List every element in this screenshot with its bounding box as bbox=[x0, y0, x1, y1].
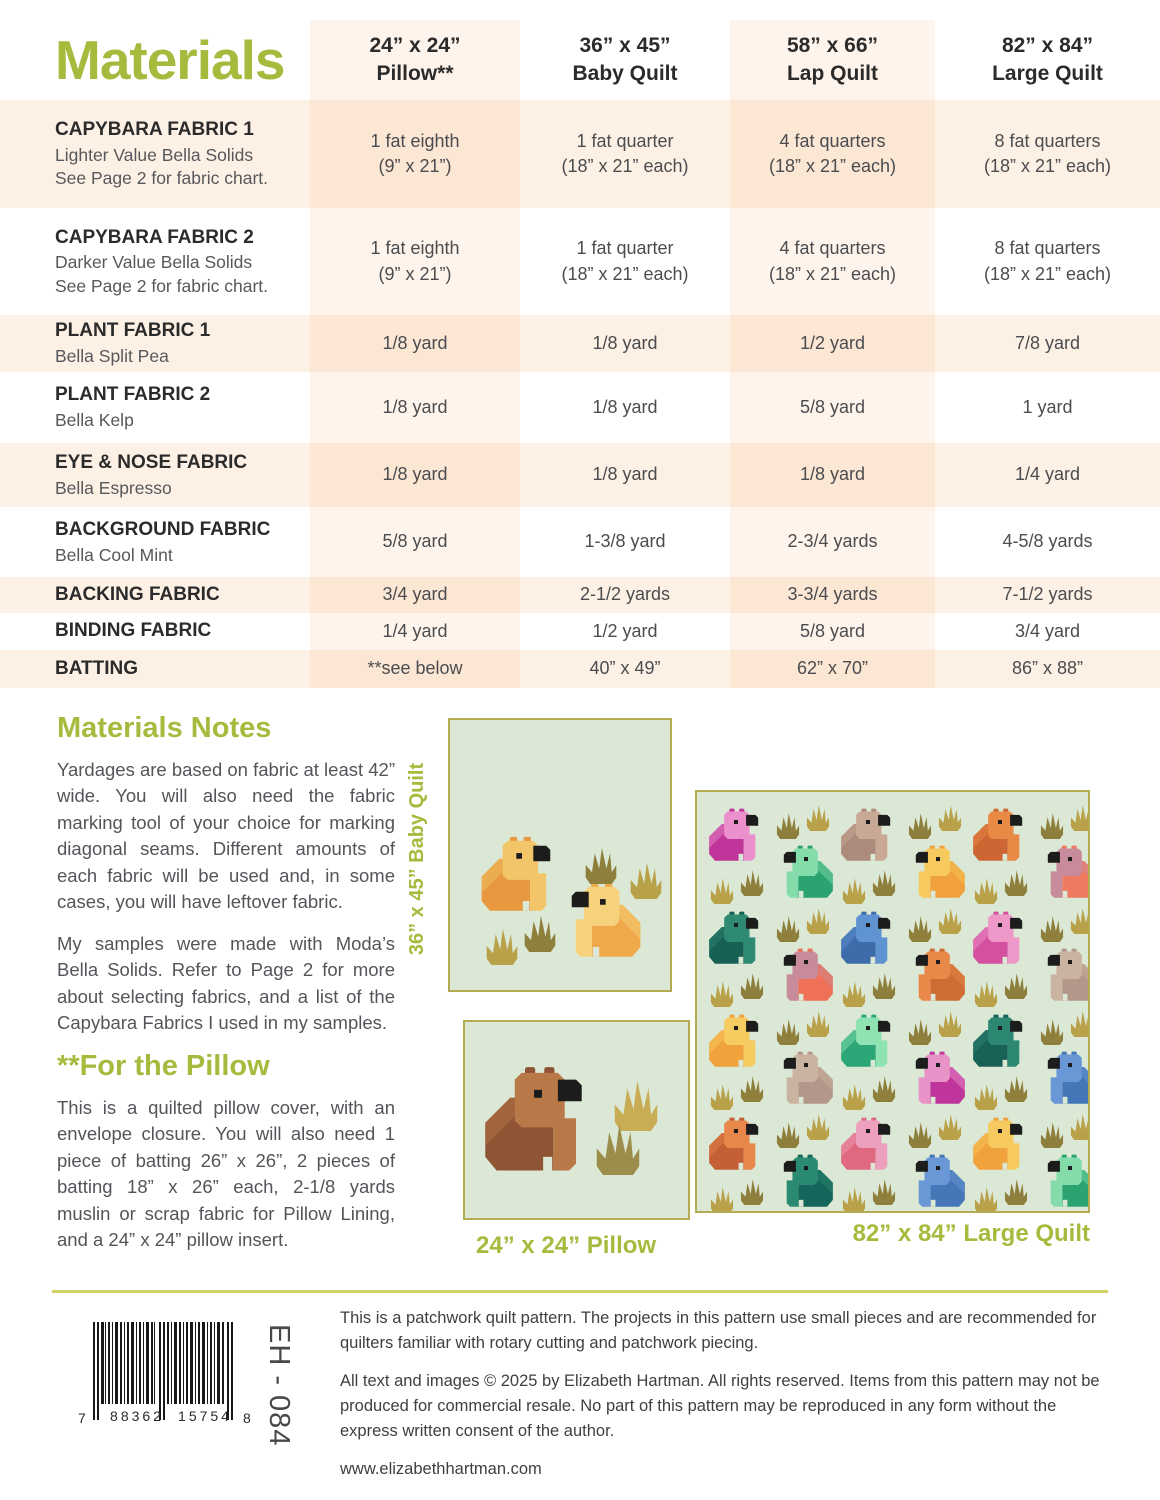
divider-line bbox=[52, 1290, 1108, 1293]
capybara-illustration bbox=[840, 1117, 900, 1172]
plant-illustration bbox=[871, 1075, 897, 1102]
plant-illustration bbox=[775, 812, 801, 839]
plant-illustration bbox=[739, 1178, 765, 1205]
plant-illustration bbox=[907, 915, 933, 942]
footer-paragraph: All text and images © 2025 by Elizabeth Hartman. All rights reserved. Items from this pattern may not be produced for commercial resale. No part of this pattern may be reproduced in any form without the express written consent of the author. bbox=[340, 1372, 1100, 1441]
plant-illustration bbox=[739, 1075, 765, 1102]
materials-notes-paragraph: My samples were made with Moda’s Bella Solids. Refer to Page 2 for more about selecting fabrics, and a list of the Capybara Fabrics I used in my samples. bbox=[57, 932, 395, 1034]
value-cell: 7/8 yard bbox=[1014, 332, 1081, 353]
plant-pair-illustration bbox=[972, 972, 1032, 1008]
for-the-pillow-section bbox=[57, 1050, 395, 1269]
barcode-digit: 88362 bbox=[110, 1408, 164, 1424]
plant-illustration bbox=[805, 907, 831, 934]
capybara-illustration bbox=[840, 1014, 900, 1069]
table-title-cell bbox=[0, 20, 310, 100]
plant-illustration bbox=[484, 927, 520, 965]
plant-illustration bbox=[1039, 1018, 1065, 1045]
plant-illustration bbox=[937, 907, 963, 934]
barcode-digit: 8 bbox=[243, 1410, 251, 1426]
plant-illustration bbox=[973, 980, 999, 1007]
value-cell: 8 fat quarters (18” x 21” each) bbox=[983, 130, 1112, 176]
row-label-cell bbox=[0, 208, 310, 315]
materials-notes-heading: Materials Notes bbox=[57, 712, 272, 744]
capybara-illustration bbox=[774, 948, 834, 1003]
value-cell: 1/4 yard bbox=[1014, 464, 1081, 485]
capybara-illustration bbox=[972, 1014, 1032, 1069]
plant-illustration bbox=[907, 1121, 933, 1148]
plant-illustration bbox=[1003, 1178, 1029, 1205]
plant-pair-illustration bbox=[906, 907, 966, 943]
capybara-illustration bbox=[1038, 1154, 1090, 1209]
value-cell: 4-5/8 yards bbox=[1002, 531, 1093, 552]
plant-pair-illustration bbox=[1038, 907, 1090, 943]
plant-illustration bbox=[739, 869, 765, 896]
footer bbox=[340, 1306, 1106, 1495]
value-cell: 5/8 yard bbox=[382, 531, 448, 552]
plant-pair-illustration bbox=[708, 1075, 768, 1111]
row-subline: Darker Value Bella Solids bbox=[55, 252, 253, 273]
value-cell: 8 fat quarters (18” x 21” each) bbox=[983, 238, 1112, 284]
plant-illustration bbox=[1003, 1075, 1029, 1102]
value-cell: 1 yard bbox=[1022, 396, 1073, 417]
plant-illustration bbox=[709, 877, 735, 904]
capybara-illustration bbox=[906, 1154, 966, 1209]
plant-illustration bbox=[973, 877, 999, 904]
capybara-illustration bbox=[708, 911, 768, 966]
plant-pair-illustration bbox=[840, 1075, 900, 1111]
baby-quilt-label: 36” x 45” Baby Quilt bbox=[406, 762, 428, 956]
plant-illustration bbox=[583, 846, 619, 884]
barcode-digit: 7 bbox=[78, 1410, 86, 1426]
capybara-illustration bbox=[840, 911, 900, 966]
plant-illustration bbox=[937, 1113, 963, 1140]
plant-pair-illustration bbox=[774, 1010, 834, 1046]
plant-pair-illustration bbox=[774, 804, 834, 840]
value-cell: 4 fat quarters (18” x 21” each) bbox=[768, 238, 897, 284]
value-cell: 1/8 yard bbox=[592, 464, 658, 485]
plant-illustration bbox=[1069, 804, 1090, 831]
plant-pair-illustration bbox=[1038, 1010, 1090, 1046]
value-cell: 4 fat quarters (18” x 21” each) bbox=[768, 130, 897, 176]
plant-illustration bbox=[805, 1113, 831, 1140]
plant-illustration bbox=[709, 980, 735, 1007]
plant-pair-illustration bbox=[840, 1178, 900, 1213]
value-cell: **see below bbox=[367, 658, 463, 679]
capybara-illustration bbox=[708, 808, 768, 863]
value-cell: 1/2 yard bbox=[799, 332, 866, 353]
item-code: EH - 084 bbox=[263, 1324, 295, 1447]
row-label: BINDING FABRIC bbox=[55, 620, 212, 642]
value-cell: 40” x 49” bbox=[589, 658, 661, 679]
capybara-illustration bbox=[972, 911, 1032, 966]
column-header-1: 24” x 24” Pillow** bbox=[369, 34, 461, 85]
plant-pair-illustration bbox=[906, 804, 966, 840]
plant-illustration bbox=[1039, 915, 1065, 942]
plant-illustration bbox=[871, 869, 897, 896]
plant-illustration bbox=[1069, 907, 1090, 934]
value-cell: 2-1/2 yards bbox=[579, 584, 671, 605]
row-label-cell bbox=[0, 372, 310, 443]
capybara-illustration bbox=[483, 1066, 601, 1175]
column-header-4: 82” x 84” Large Quilt bbox=[992, 34, 1103, 85]
plant-illustration bbox=[805, 1010, 831, 1037]
capybara-illustration bbox=[906, 948, 966, 1003]
row-label-cell bbox=[0, 577, 310, 613]
row-subline: See Page 2 for fabric chart. bbox=[55, 275, 269, 296]
materials-notes-paragraph: Yardages are based on fabric at least 42” wide. You will also need the fabric marking tool of your choice for marking diagonal seams. Different amounts of each fabric will be used and, in some cases, you will have leftover fabric. bbox=[57, 759, 396, 913]
column-header-3: 58” x 66” Lap Quilt bbox=[786, 34, 879, 85]
plant-pair-illustration bbox=[972, 1178, 1032, 1213]
plant-illustration bbox=[739, 972, 765, 999]
plant-illustration bbox=[841, 1083, 867, 1110]
materials-table bbox=[0, 20, 1160, 688]
row-label-cell bbox=[0, 613, 310, 650]
plant-illustration bbox=[1069, 1113, 1090, 1140]
value-cell: 1/8 yard bbox=[382, 396, 448, 417]
plant-illustration bbox=[1003, 972, 1029, 999]
row-subline: Bella Espresso bbox=[55, 477, 172, 498]
row-label: PLANT FABRIC 2 bbox=[55, 384, 211, 406]
plant-pair-illustration bbox=[708, 972, 768, 1008]
plant-illustration bbox=[1069, 1010, 1090, 1037]
footer-paragraph: This is a patchwork quilt pattern. The projects in this pattern use small pieces and are recommended for quilters familiar with rotary cutting and patchwork piecing. bbox=[340, 1309, 1097, 1353]
value-cell: 1/8 yard bbox=[382, 464, 448, 485]
value-cell: 1 fat quarter (18” x 21” each) bbox=[561, 130, 689, 176]
row-label-cell bbox=[0, 100, 310, 208]
for-the-pillow-heading: **For the Pillow bbox=[57, 1050, 270, 1082]
plant-illustration bbox=[871, 972, 897, 999]
page-title: Materials bbox=[55, 29, 285, 91]
value-cell: 5/8 yard bbox=[799, 620, 866, 641]
for-the-pillow-paragraph: This is a quilted pillow cover, with an envelope closure. You will also need 1 piece of batting 26” x 26”, 2 pieces of batting 18” x 26” each, 2-1/8 yards muslin or scrap fabric for Pillow Lining, and a 24” x 24” pillow insert. bbox=[57, 1097, 395, 1251]
value-cell: 1/8 yard bbox=[382, 332, 448, 353]
plant-illustration bbox=[1039, 812, 1065, 839]
materials-notes-section bbox=[57, 712, 395, 1052]
row-label-cell bbox=[0, 650, 310, 688]
plant-pair-illustration bbox=[774, 1113, 834, 1149]
capybara-illustration bbox=[1038, 845, 1090, 900]
value-cell: 7-1/2 yards bbox=[1002, 584, 1093, 605]
plant-illustration bbox=[593, 1122, 643, 1175]
capybara-illustration bbox=[708, 1014, 768, 1069]
plant-pair-illustration bbox=[972, 869, 1032, 905]
row-subline: Bella Kelp bbox=[55, 410, 134, 431]
row-label: BACKING FABRIC bbox=[55, 583, 220, 605]
capybara-illustration bbox=[972, 1117, 1032, 1172]
plant-pair-illustration bbox=[906, 1113, 966, 1149]
plant-illustration bbox=[907, 1018, 933, 1045]
row-label: BATTING bbox=[55, 657, 139, 679]
value-cell: 62” x 70” bbox=[796, 658, 869, 679]
plant-illustration bbox=[522, 914, 558, 952]
row-subline: See Page 2 for fabric chart. bbox=[55, 168, 269, 189]
capybara-illustration bbox=[774, 845, 834, 900]
plant-illustration bbox=[628, 861, 664, 899]
capybara-illustration bbox=[480, 836, 564, 914]
value-cell: 2-3/4 yards bbox=[787, 531, 878, 552]
plant-illustration bbox=[937, 1010, 963, 1037]
value-cell: 86” x 88” bbox=[1011, 658, 1084, 679]
baby-quilt-image bbox=[448, 718, 672, 992]
plant-pair-illustration bbox=[840, 869, 900, 905]
row-subline: Bella Cool Mint bbox=[55, 544, 173, 565]
plant-illustration bbox=[841, 980, 867, 1007]
capybara-illustration bbox=[906, 845, 966, 900]
plant-illustration bbox=[841, 1186, 867, 1213]
row-label: CAPYBARA FABRIC 1 bbox=[55, 119, 254, 141]
column-header-2: 36” x 45” Baby Quilt bbox=[572, 34, 678, 85]
value-cell: 3-3/4 yards bbox=[787, 584, 878, 605]
plant-pair-illustration bbox=[708, 869, 768, 905]
capybara-illustration bbox=[906, 1051, 966, 1106]
plant-illustration bbox=[775, 1121, 801, 1148]
plant-illustration bbox=[775, 915, 801, 942]
capybara-illustration bbox=[708, 1117, 768, 1172]
row-subline: Lighter Value Bella Solids bbox=[55, 144, 254, 165]
pillow-label: 24” x 24” Pillow bbox=[476, 1232, 657, 1259]
value-cell: 1-3/8 yard bbox=[584, 531, 666, 552]
capybara-illustration bbox=[1038, 1051, 1090, 1106]
plant-illustration bbox=[973, 1186, 999, 1213]
value-cell: 1/8 yard bbox=[592, 332, 658, 353]
row-label: PLANT FABRIC 1 bbox=[55, 320, 211, 342]
row-label: EYE & NOSE FABRIC bbox=[55, 451, 248, 473]
row-label: CAPYBARA FABRIC 2 bbox=[55, 226, 254, 248]
capybara-illustration bbox=[774, 1051, 834, 1106]
value-cell: 5/8 yard bbox=[799, 396, 866, 417]
barcode-digit: 15754 bbox=[178, 1408, 232, 1424]
plant-illustration bbox=[871, 1178, 897, 1205]
value-cell: 1 fat eighth (9” x 21”) bbox=[370, 238, 460, 284]
plant-illustration bbox=[973, 1083, 999, 1110]
plant-pair-illustration bbox=[906, 1010, 966, 1046]
plant-illustration bbox=[805, 804, 831, 831]
value-cell: 1/2 yard bbox=[592, 620, 658, 641]
pillow-image bbox=[463, 1020, 690, 1220]
plant-pair-illustration bbox=[840, 972, 900, 1008]
plant-pair-illustration bbox=[1038, 1113, 1090, 1149]
plant-pair-illustration bbox=[774, 907, 834, 943]
value-cell: 1 fat eighth (9” x 21”) bbox=[370, 130, 460, 176]
capybara-illustration bbox=[972, 808, 1032, 863]
row-label-cell bbox=[0, 443, 310, 507]
plant-illustration bbox=[907, 812, 933, 839]
plant-illustration bbox=[775, 1018, 801, 1045]
plant-illustration bbox=[841, 877, 867, 904]
plant-illustration bbox=[937, 804, 963, 831]
row-label-cell bbox=[0, 507, 310, 577]
large-quilt-image bbox=[695, 790, 1090, 1213]
plant-illustration bbox=[1003, 869, 1029, 896]
value-cell: 1/4 yard bbox=[382, 620, 448, 641]
value-cell: 3/4 yard bbox=[1014, 620, 1081, 641]
value-cell: 1 fat quarter (18” x 21” each) bbox=[561, 238, 689, 284]
plant-pair-illustration bbox=[708, 1178, 768, 1213]
plant-illustration bbox=[1039, 1121, 1065, 1148]
capybara-illustration bbox=[1038, 948, 1090, 1003]
large-quilt-label: 82” x 84” Large Quilt bbox=[852, 1220, 1090, 1247]
row-label-cell bbox=[0, 315, 310, 372]
capybara-illustration bbox=[774, 1154, 834, 1209]
value-cell: 1/8 yard bbox=[592, 396, 658, 417]
plant-illustration bbox=[709, 1083, 735, 1110]
plant-pair-illustration bbox=[972, 1075, 1032, 1111]
value-cell: 1/8 yard bbox=[799, 464, 866, 485]
plant-pair-illustration bbox=[1038, 804, 1090, 840]
website-url[interactable]: www.elizabethhartman.com bbox=[340, 1460, 542, 1479]
row-label: BACKGROUND FABRIC bbox=[55, 518, 271, 540]
plant-illustration bbox=[709, 1186, 735, 1213]
row-subline: Bella Split Pea bbox=[55, 346, 169, 367]
value-cell: 3/4 yard bbox=[382, 584, 448, 605]
capybara-illustration bbox=[840, 808, 900, 863]
